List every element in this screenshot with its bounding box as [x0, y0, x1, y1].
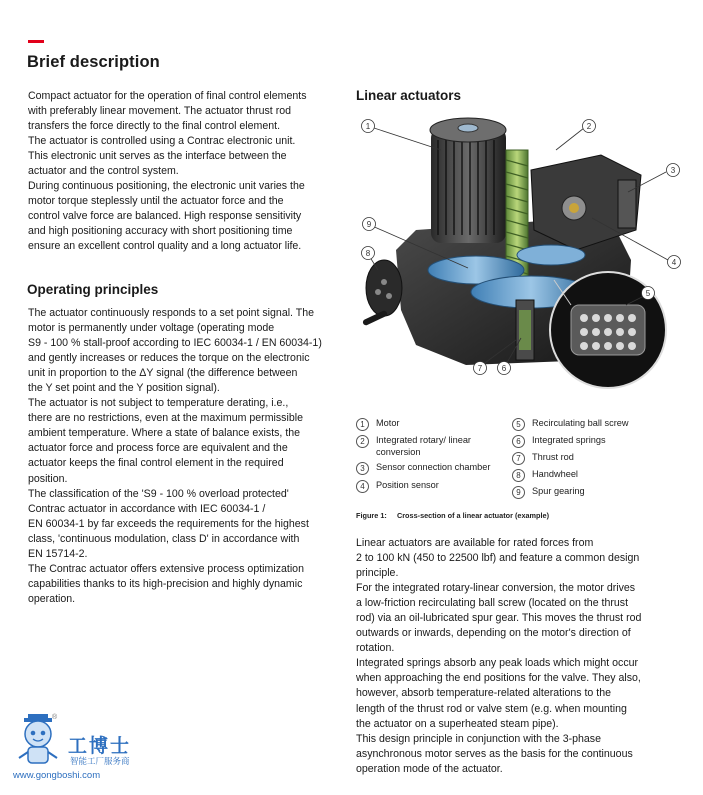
legend-item: 4 Position sensor	[356, 480, 439, 493]
legend-item: 7 Thrust rod	[512, 452, 574, 465]
figure-caption	[356, 511, 549, 520]
text-line: ensure an excellent control quality and a long actuator life.	[28, 240, 302, 253]
text-line: EN 60034-1 by far exceeds the requirements for the highest	[28, 517, 309, 530]
figure-label: Figure 1:	[356, 511, 387, 520]
brief-description-heading: Brief description	[27, 53, 160, 71]
text-line: class, 'continuous modulation, class D' in accordance with	[28, 532, 300, 545]
callout-2	[583, 120, 596, 133]
brief-description-text	[28, 89, 338, 255]
svg-text:2: 2	[586, 122, 592, 131]
text-line: rotation.	[356, 642, 395, 655]
text-line: outwards or inwards, depending on the motor's direction of	[356, 627, 631, 640]
text-line: The Contrac actuator offers extensive process optimization	[28, 562, 304, 575]
callout-1	[362, 120, 375, 133]
legend-item: 2 Integrated rotary/ linear	[356, 435, 471, 448]
text-line: During continuous positioning, the electronic unit varies the	[28, 180, 305, 193]
callout-7	[474, 362, 487, 375]
text-line: S9 - 100 % stall-proof according to IEC 60034-1 / EN 60034-1)	[28, 337, 322, 350]
text-line: motor torque steplessly until the actuator force and the	[28, 195, 284, 208]
actuator-cross-section-illustration	[356, 110, 691, 410]
text-line: 2 to 100 kN (450 to 22500 lbf) and feature a common design	[356, 552, 640, 565]
legend-item: 6 Integrated springs	[512, 435, 606, 448]
text-line: there are no restrictions, even at the maximum permissible	[28, 412, 303, 425]
text-line: Integrated springs absorb any peak loads which might occur	[356, 657, 639, 670]
callout-3	[667, 164, 680, 177]
text-line: This design principle in conjunction with the 3-phase	[356, 732, 601, 745]
text-line: control valve force are balanced. High response sensitivity	[28, 210, 302, 223]
text-line: position.	[28, 472, 68, 485]
text-line: ambient temperature. Where a state of balance exists, the	[28, 427, 301, 440]
registered-mark: ®	[52, 714, 58, 721]
operating-principles-text	[28, 306, 340, 607]
svg-text:8: 8	[365, 249, 371, 258]
text-line: when approaching the end positions for the valve. They also,	[356, 672, 641, 685]
svg-text:1: 1	[365, 122, 371, 131]
watermark-subtitle: 智能工厂服务商	[70, 756, 130, 766]
text-line: actuator force and process force are equivalent and the	[28, 442, 288, 455]
text-line: Compact actuator for the operation of final control elements	[28, 90, 307, 102]
text-line: asynchronous motor serves as the basis for the continuous	[356, 747, 633, 760]
linear-actuators-heading: Linear actuators	[356, 88, 462, 103]
callout-8	[362, 247, 375, 260]
operating-principles-heading: Operating principles	[27, 282, 159, 297]
text-line: principle.	[356, 567, 399, 580]
svg-text:4: 4	[671, 258, 677, 267]
legend-item: 3 Sensor connection chamber	[356, 462, 490, 475]
figure-caption-text: Cross-section of a linear actuator (example)	[396, 511, 550, 520]
svg-text:7: 7	[477, 364, 483, 373]
text-line: For the integrated rotary-linear conversion, the motor drives	[356, 582, 636, 595]
text-line: transfers the force directly to the final control element.	[28, 120, 281, 133]
text-line: length of the thrust rod or valve stem (e.g. when mounting	[356, 702, 627, 715]
callout-6	[498, 362, 511, 375]
text-line: a low-friction recirculating ball screw (located on the thrust	[356, 597, 629, 610]
accent-bar	[28, 40, 44, 43]
text-line: actuator and the control system.	[28, 165, 179, 178]
text-line: This electronic unit serves as the interface between the	[28, 150, 287, 163]
text-line: however, absorb temperature-related alterations to the	[356, 687, 611, 700]
text-line: unit in proportion to the ΔY signal (the difference between	[28, 367, 298, 380]
legend-item: 1 Motor	[356, 418, 400, 431]
callout-5	[642, 287, 655, 300]
text-line: the actuator on a superheated steam pipe).	[356, 717, 559, 730]
text-line: capabilities thanks to its high-precision and highly dynamic	[28, 577, 303, 590]
robot-mascot-icon	[10, 712, 66, 768]
watermark-url: www.gongboshi.com	[13, 770, 101, 781]
text-line: rod) via an oil-lubricated spur gear. This moves the thrust rod	[356, 612, 642, 625]
legend-item: 5 Recirculating ball screw	[512, 418, 629, 431]
text-line: EN 15714-2.	[28, 547, 88, 560]
legend-item: 9 Spur gearing	[512, 486, 585, 499]
callout-4	[668, 256, 681, 269]
svg-text:6: 6	[501, 364, 507, 373]
text-line: Linear actuators are available for rated forces from	[356, 537, 594, 549]
text-line: Contrac actuator in accordance with IEC 60034-1 /	[28, 502, 266, 515]
text-line: actuator keeps the final control element in the required	[28, 457, 284, 470]
svg-text:9: 9	[366, 220, 372, 229]
watermark-title: 工博士	[68, 736, 132, 757]
text-line: and gently increases or reduces the torque on the electronic	[28, 352, 310, 365]
legend-item-continued: conversion	[376, 447, 421, 457]
watermark	[10, 712, 160, 782]
text-line: The classification of the 'S9 - 100 % overload protected'	[28, 487, 289, 500]
linear-actuators-text	[356, 536, 686, 777]
text-line: with preferably linear movement. The actuator thrust rod	[28, 105, 292, 118]
svg-text:5: 5	[645, 289, 651, 298]
legend-item: 8 Handwheel	[512, 469, 578, 482]
text-line: The actuator is not subject to temperature derating, i.e.,	[28, 397, 289, 410]
text-line: The actuator is controlled using a Contrac electronic unit.	[28, 135, 296, 148]
text-line: motor is permanently under voltage (operating mode	[28, 322, 275, 335]
text-line: operation mode of the actuator.	[356, 762, 503, 775]
text-line: the Y set point and the Y position signal).	[28, 382, 220, 395]
text-line: and high positioning accuracy with short positioning time	[28, 225, 293, 238]
text-line: operation.	[28, 592, 76, 605]
text-line: The actuator continuously responds to a set point signal. The	[28, 307, 315, 319]
callout-9	[363, 218, 376, 231]
svg-text:3: 3	[670, 166, 676, 175]
